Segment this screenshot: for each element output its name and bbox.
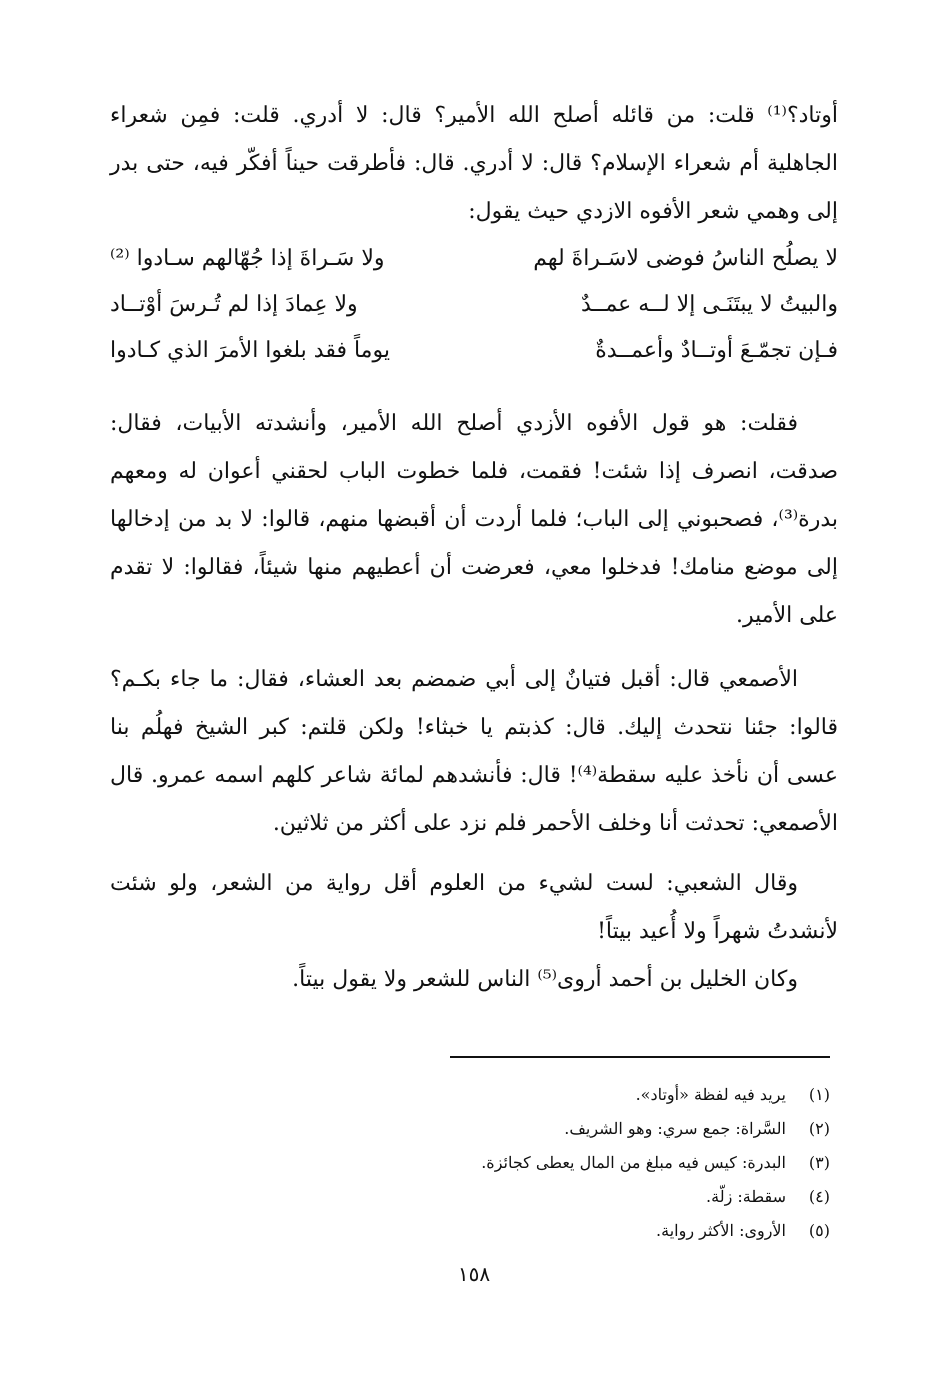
poem-verse-3 bbox=[110, 328, 838, 374]
footnote-1 bbox=[270, 1078, 830, 1112]
footnote-divider bbox=[450, 1056, 830, 1058]
paragraph-4 bbox=[110, 860, 838, 1004]
paragraph-3: الأصمعي قال: أقبل فتيانٌ إلى أبي ضمضم بعد العشاء، فقال: ما جاء بكـم؟ قالوا: جئنا نتحدث إليك. قال: كذبتم يا خبثاء! ولكن قلتم: كبر الشيخ فهلُم بنا عسى أن نأخذ عليه سقطة⁽⁴⁾! قال: فأنشدهم لمائة شاعر كلهم اسمه عمرو. قال الأصمعي: تحدثت أنا وخلف الأحمر فلم نزد على أكثر من ثلاثين. bbox=[110, 667, 838, 836]
verse-3-first-hemistich: فـإن تجمّـعَ أوتــادٌ وأعمــدةٌ bbox=[595, 338, 838, 363]
footnote-text: البدرة: كيس فيه مبلغ من المال يعطى كجائزة. bbox=[481, 1153, 786, 1172]
footnote-text: الأروى: الأكثر رواية. bbox=[656, 1221, 786, 1240]
footnote-number: (٣) bbox=[808, 1153, 830, 1172]
verse-1-second-hemistich: ولا سَـراةَ إذا جُهّالهم سـادوا ⁽²⁾ bbox=[110, 246, 385, 271]
footnote-number: (١) bbox=[808, 1085, 830, 1104]
footnote-2 bbox=[270, 1112, 830, 1146]
verse-2-first-hemistich: والبيتُ لا يبتَنَـى إلا لــه عمــدٌ bbox=[581, 292, 838, 317]
footnote-3 bbox=[270, 1146, 830, 1180]
footnote-4 bbox=[270, 1180, 830, 1214]
footnotes bbox=[270, 1078, 830, 1248]
verse-1-first-hemistich: لا يصلُح الناسُ فوضى لاسَـراةَ لهم bbox=[533, 246, 838, 271]
footnote-number: (٥) bbox=[808, 1221, 830, 1240]
footnote-text: سقطة: زلّة. bbox=[706, 1187, 786, 1206]
footnote-number: (٤) bbox=[808, 1187, 830, 1206]
paragraph-1: أوتاد؟⁽¹⁾ قلت: من قائله أصلح الله الأمير؟ قال: لا أدري. قلت: فمِن شعراء الجاهلية أم شعراء الإسلام؟ قال: لا أدري. قال: فأطرقت حيناً أفكّر فيه، حتى بدر إلى وهمي شعر الأفوه الازدي حيث يقول: bbox=[110, 103, 838, 224]
paragraph-2: فقلت: هو قول الأفوه الأزدي أصلح الله الأمير، وأنشدته الأبيات، فقال: صدقت، انصرف إذا شئت! فقمت، فلما خطوت الباب لحقني أعوان له ومعهم بدرة⁽³⁾، فصحبوني إلى الباب؛ فلما أردت أن أقبضها منهم، قالوا: لا بد من إدخالها إلى موضع منامك! فدخلوا معي، فعرضت أن أعطيهم منها شيئاً، فقالوا: لا تقدم على الأمير. bbox=[110, 411, 838, 628]
poem-verse-2 bbox=[110, 282, 838, 328]
verse-2-second-hemistich: ولا عِمادَ إذا لم تُـرسَ أوْتــاد bbox=[110, 292, 358, 317]
verse-3-second-hemistich: يوماً فقد بلغوا الأمرَ الذي كـادوا bbox=[110, 338, 390, 363]
footnote-text: يريد فيه لفظة «أوتاد». bbox=[635, 1085, 786, 1104]
poem bbox=[110, 236, 838, 374]
footnote-text: السَّراة: جمع سري: وهو الشريف. bbox=[564, 1119, 786, 1138]
footnote-number: (٢) bbox=[808, 1119, 830, 1138]
poem-verse-1 bbox=[110, 236, 838, 282]
footnote-5 bbox=[270, 1214, 830, 1248]
paragraph-4-shabi: وقال الشعبي: لست لشيء من العلوم أقل رواية من الشعر، ولو شئت لأنشدتُ شهراً ولا أُعيد بيتاً! bbox=[110, 871, 838, 944]
paragraph-4-khalil: وكان الخليل بن أحمد أروى⁽⁵⁾ الناس للشعر ولا يقول بيتاً. bbox=[292, 967, 798, 992]
page-number: ١٥٨ bbox=[457, 1262, 491, 1286]
